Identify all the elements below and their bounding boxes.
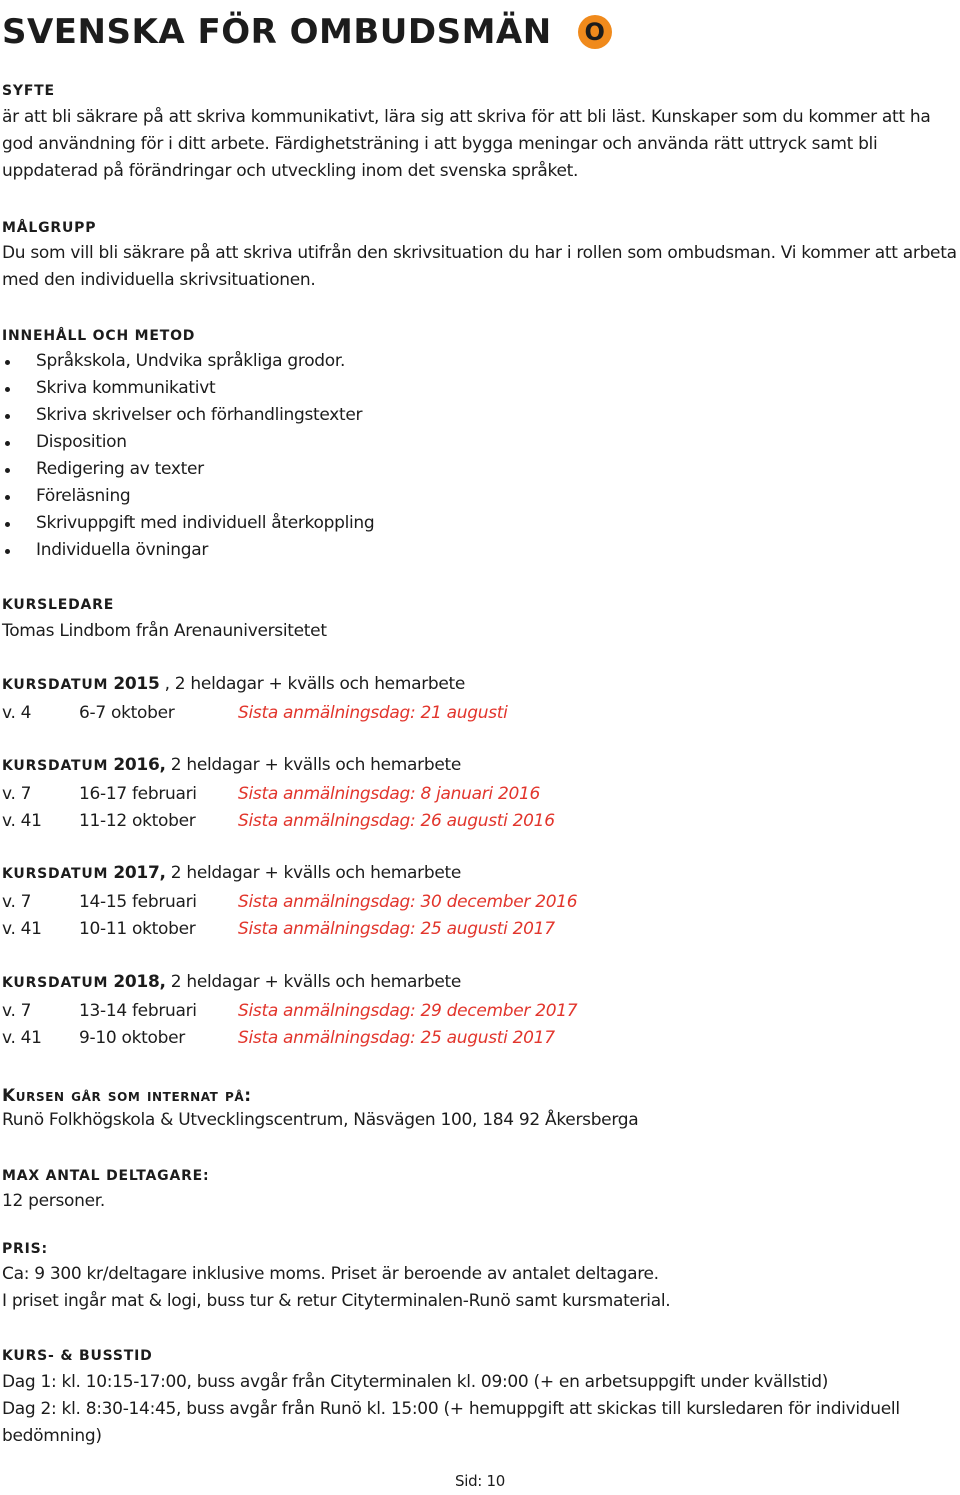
kursdatum-label: KURSDATUM bbox=[2, 866, 109, 882]
list-item bbox=[2, 375, 374, 402]
week: v. 4 bbox=[2, 703, 32, 723]
deadline: Sista anmälningsdag: 30 december 2016 bbox=[238, 892, 578, 912]
deadline: Sista anmälningsdag: 25 augusti 2017 bbox=[238, 1028, 555, 1048]
bullet-icon bbox=[5, 387, 10, 392]
list-item-text: Skrivuppgift med individuell återkoppling bbox=[36, 513, 375, 533]
kursdatum-2016-heading bbox=[2, 755, 461, 775]
dates: 14-15 februari bbox=[79, 892, 197, 912]
buss-line-2: Dag 2: kl. 8:30-14:45, buss avgår från Runö kl. 15:00 (+ hemuppgift att skickas till kursledaren för individuell bedömning) bbox=[2, 1399, 900, 1446]
kursdatum-2017-heading bbox=[2, 863, 461, 883]
syfte-heading: SYFTE bbox=[2, 83, 55, 99]
week: v. 7 bbox=[2, 892, 32, 912]
bullet-icon bbox=[5, 441, 10, 446]
week: v. 7 bbox=[2, 784, 32, 804]
deadline: Sista anmälningsdag: 29 december 2017 bbox=[238, 1001, 578, 1021]
week: v. 41 bbox=[2, 811, 42, 831]
pris-heading: PRIS: bbox=[2, 1241, 48, 1257]
page-title: SVENSKA FÖR OMBUDSMÄN bbox=[2, 12, 552, 52]
deadline: Sista anmälningsdag: 8 januari 2016 bbox=[238, 784, 541, 804]
malgrupp-heading: MÅLGRUPP bbox=[2, 220, 97, 236]
kursdatum-2018-heading bbox=[2, 972, 461, 992]
deadline: Sista anmälningsdag: 25 augusti 2017 bbox=[238, 919, 555, 939]
section-badge: O bbox=[578, 15, 612, 49]
week: v. 41 bbox=[2, 919, 42, 939]
dates: 16-17 februari bbox=[79, 784, 197, 804]
buss-heading: KURS- & BUSSTID bbox=[2, 1348, 153, 1364]
kursdatum-label: KURSDATUM bbox=[2, 677, 109, 693]
kursdatum-label: KURSDATUM bbox=[2, 975, 109, 991]
internat-text: Runö Folkhögskola & Utvecklingscentrum, Näsvägen 100, 184 92 Åkersberga bbox=[2, 1110, 639, 1130]
kursdatum-suffix: , 2 heldagar + kvälls och hemarbete bbox=[159, 674, 466, 694]
list-item-text: Skriva kommunikativt bbox=[36, 378, 216, 398]
list-item bbox=[2, 483, 374, 510]
deadline: Sista anmälningsdag: 26 augusti 2016 bbox=[238, 811, 555, 831]
list-item bbox=[2, 510, 374, 537]
kursdatum-2015-heading bbox=[2, 674, 465, 694]
list-item bbox=[2, 456, 374, 483]
dates: 6-7 oktober bbox=[79, 703, 175, 723]
bullet-icon bbox=[5, 360, 10, 365]
pris-line-1: Ca: 9 300 kr/deltagare inklusive moms. Priset är beroende av antalet deltagare. bbox=[2, 1264, 659, 1284]
dates: 10-11 oktober bbox=[79, 919, 196, 939]
kursdatum-label: KURSDATUM bbox=[2, 758, 109, 774]
internat-heading: Kursen går som internat på: bbox=[2, 1086, 252, 1106]
page-number: Sid: 10 bbox=[454, 1472, 506, 1490]
bullet-icon bbox=[5, 522, 10, 527]
dates: 13-14 februari bbox=[79, 1001, 197, 1021]
max-text: 12 personer. bbox=[2, 1191, 105, 1211]
kursledare-text: Tomas Lindbom från Arenauniversitetet bbox=[2, 621, 327, 641]
bullet-icon bbox=[5, 549, 10, 554]
week: v. 41 bbox=[2, 1028, 42, 1048]
kursdatum-suffix: 2 heldagar + kvälls och hemarbete bbox=[165, 863, 462, 883]
kursdatum-year: 2016, bbox=[113, 755, 166, 775]
kursdatum-suffix: 2 heldagar + kvälls och hemarbete bbox=[165, 972, 462, 992]
list-item bbox=[2, 402, 374, 429]
kursdatum-suffix: 2 heldagar + kvälls och hemarbete bbox=[165, 755, 462, 775]
title-row bbox=[2, 12, 612, 52]
bullet-icon bbox=[5, 495, 10, 500]
bullet-icon bbox=[5, 468, 10, 473]
list-item-text: Disposition bbox=[36, 432, 127, 452]
kursdatum-year: 2018, bbox=[113, 972, 166, 992]
malgrupp-text: Du som vill bli säkrare på att skriva utifrån den skrivsituation du har i rollen som ombudsman. Vi kommer att arbeta med den individuella skrivsituationen. bbox=[2, 243, 957, 290]
list-item-text: Språkskola, Undvika språkliga grodor. bbox=[36, 351, 346, 371]
list-item bbox=[2, 429, 374, 456]
innehall-list bbox=[2, 348, 374, 564]
list-item-text: Individuella övningar bbox=[36, 540, 209, 560]
week: v. 7 bbox=[2, 1001, 32, 1021]
syfte-text: är att bli säkrare på att skriva kommunikativt, lära sig att skriva för att bli läst. Kunskaper som du kommer att ha god användning för i ditt arbete. Färdighetsträning i att bygga meningar och använda rätt uttryck samt bli uppdaterad på förändringar och utveckling inom det svenska språket. bbox=[2, 107, 931, 181]
list-item bbox=[2, 348, 374, 375]
dates: 11-12 oktober bbox=[79, 811, 196, 831]
list-item-text: Föreläsning bbox=[36, 486, 131, 506]
max-heading: MAX ANTAL DELTAGARE: bbox=[2, 1168, 210, 1184]
pris-line-2: I priset ingår mat & logi, buss tur & retur Cityterminalen-Runö samt kursmaterial. bbox=[2, 1291, 671, 1311]
innehall-heading: INNEHÅLL OCH METOD bbox=[2, 328, 196, 344]
list-item-text: Redigering av texter bbox=[36, 459, 204, 479]
bullet-icon bbox=[5, 414, 10, 419]
buss-line-1: Dag 1: kl. 10:15-17:00, buss avgår från Cityterminalen kl. 09:00 (+ en arbetsuppgift under kvällstid) bbox=[2, 1372, 829, 1392]
kursledare-heading: KURSLEDARE bbox=[2, 597, 115, 613]
deadline: Sista anmälningsdag: 21 augusti bbox=[238, 703, 508, 723]
kursdatum-year: 2017, bbox=[113, 863, 166, 883]
dates: 9-10 oktober bbox=[79, 1028, 185, 1048]
list-item-text: Skriva skrivelser och förhandlingstexter bbox=[36, 405, 363, 425]
kursdatum-year: 2015 bbox=[113, 674, 160, 694]
list-item bbox=[2, 537, 374, 564]
